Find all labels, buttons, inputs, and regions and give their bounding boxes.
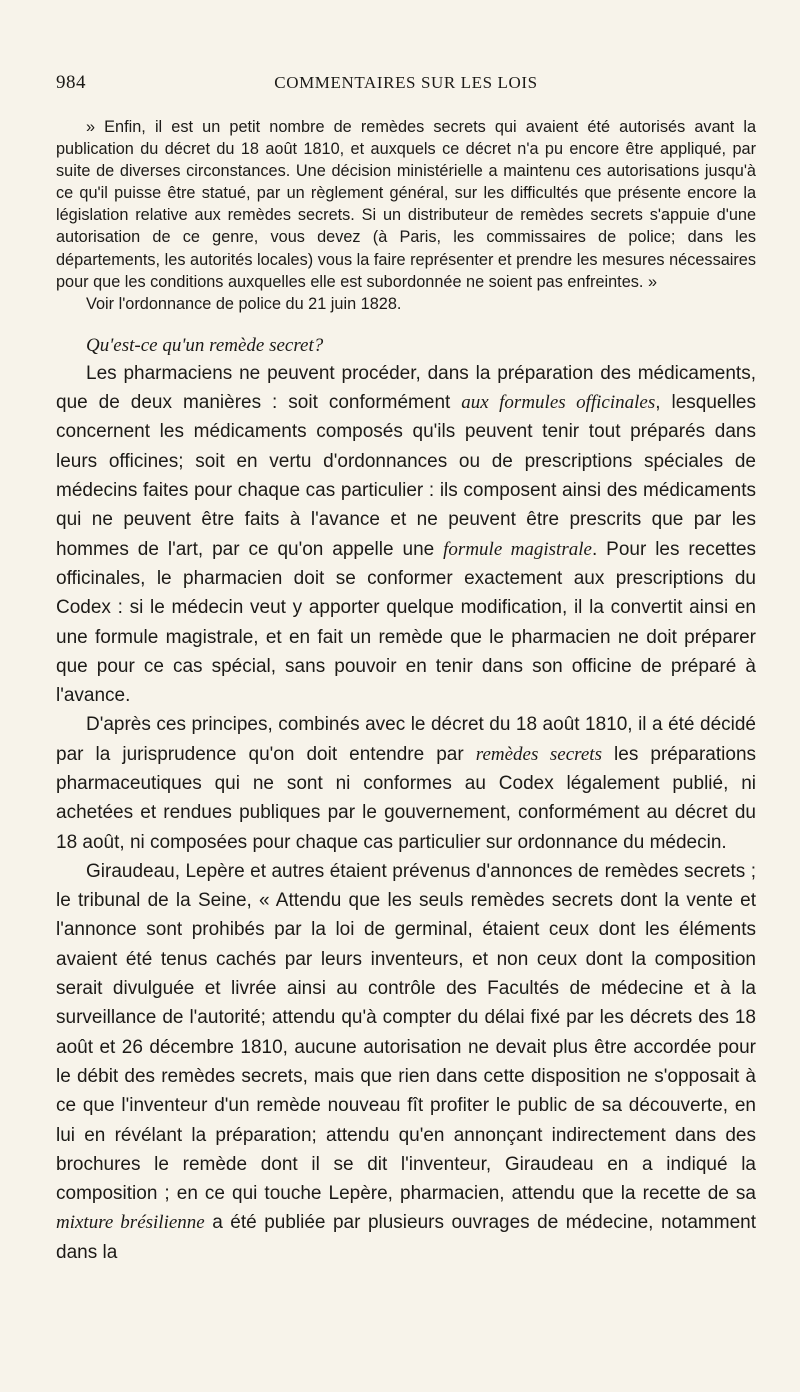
italic-term: aux formules officinales <box>461 392 656 414</box>
text-run: , lesquelles concernent les médicaments composés qu'ils peuvent tenir tout préparés dans leurs officines; soit en vertu d'ordonnances ou de prescriptions spéciales de médecins faites pour chaque cas particulier : ils composent ainsi des médicaments qui ne peuvent être faits à l'avance et ne peuvent être prescrits que par les hommes de l'art, par ce qu'on appelle une <box>56 392 756 560</box>
section-title: Qu'est-ce qu'un remède secret? <box>86 334 324 356</box>
quoted-circular <box>56 116 756 315</box>
quote-paragraph: » Enfin, il est un petit nombre de remèdes secrets qui avaient été autorisés avant la publication du décret du 18 août 1810, et auxquels ce décret n'a pu encore être appliqué, par suite de diverses circonstances. Une décision ministérielle a maintenu ces autorisations jusqu'à ce qu'il puisse être statué, par un règlement général, sur les difficultés que présente encore la législation relative aux remèdes secrets. Si un distributeur de remèdes secrets s'appuie d'une autorisation de ce genre, vous devez (à Paris, les commissaires de police; dans les départements, les autorités locales) vous la faire représenter et prendre les mesures nécessaires pour que les conditions auxquelles elle est subordonnée ne soient pas enfreintes. » <box>56 118 756 291</box>
italic-term: formule magistrale <box>443 538 592 560</box>
running-head: COMMENTAIRES SUR LES LOIS <box>274 73 538 92</box>
text-run: Les pharmaciens ne peuvent procéder, dans la préparation des médicaments, que de deux manières : soit conformément <box>56 362 756 414</box>
page-header <box>56 72 756 102</box>
text-run: Giraudeau, Lepère et autres étaient prévenus d'annonces de remèdes secrets ; le tribunal de la Seine, « Attendu que les seuls remèdes secrets dont la vente et l'annonce sont prohibés par la loi de germinal, étaient ceux dont les éléments avaient été tenus cachés par leurs inventeurs, et non ceux dont la composition serait divulguée et livrée ainsi au contrôle des Facultés de médecine et à la surveillance de l'autorité; attendu qu'à compter du délai fixé par les décrets des 18 août et 26 décembre 1810, aucune autorisation ne devait plus être accordée pour le débit des remèdes secrets, mais que rien dans cette disposition ne s'opposait à ce que l'inventeur d'un remède nouveau fît profiter le public de sa découverte, en lui en révélant la préparation; attendu qu'en annonçant indirectement dans des brochures le remède dont il se dit l'inventeur, Giraudeau en a indiqué la composition ; en ce qui touche Lepère, pharmacien, attendu que la recette de sa <box>56 860 756 1205</box>
body-paragraph-2 <box>56 710 756 856</box>
text-run: a été publiée par plusieurs ouvrages de médecine, notamment dans la <box>56 1212 756 1263</box>
document-page <box>56 72 756 1267</box>
text-run: les préparations pharmaceutiques qui ne sont ni conformes au Codex légalement publié, ni achetées et rendues publiques par le gouvernement, conformément au décret du 18 août, ni composées pour chaque cas particulier sur ordonnance du médecin. <box>56 743 757 853</box>
body-paragraph-1 <box>56 359 756 711</box>
italic-term: mixture brésilienne <box>56 1212 205 1234</box>
text-run: . Pour les recettes officinales, le pharmacien doit se conformer exactement aux prescriptions du Codex : si le médecin veut y apporter quelque modification, il la convertit ainsi en une formule magistrale, et en fait un remède que le pharmacien ne doit préparer que pour ce cas spécial, sans pouvoir en tenir dans son officine de préparé à l'avance. <box>56 538 757 707</box>
body-paragraph-3 <box>56 857 756 1267</box>
italic-term: remèdes secrets <box>475 743 602 765</box>
text-run: D'après ces principes, combinés avec le décret du 18 août 1810, il a été décidé par la jurisprudence qu'on doit entendre par <box>56 714 756 765</box>
body-text <box>56 359 756 1267</box>
page-number: 984 <box>56 72 86 93</box>
quote-reference: Voir l'ordonnance de police du 21 juin 1828. <box>86 294 402 313</box>
